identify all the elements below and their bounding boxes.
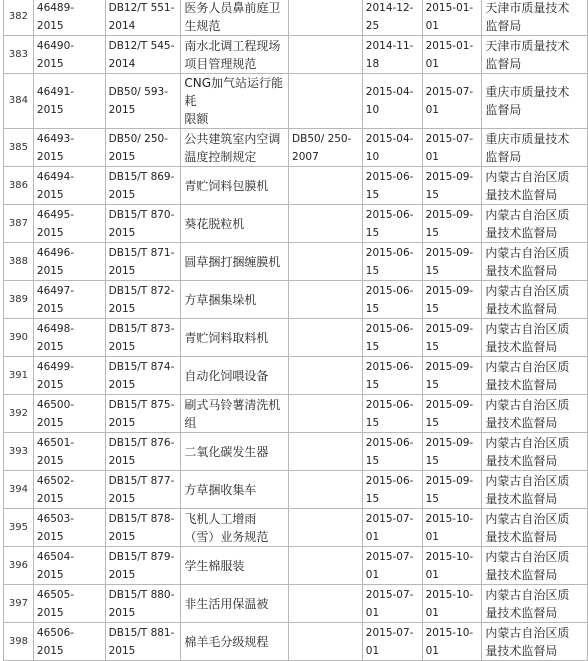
replaced-standard-cell (289, 36, 363, 74)
replaced-standard-cell (289, 585, 363, 623)
publish-date-cell: 2015-04- 10 (362, 74, 422, 129)
standard-name-cell: 飞机人工增雨 （雪）业务规范 (181, 509, 289, 547)
replaced-standard-cell (289, 547, 363, 585)
publish-date-cell: 2015-06- 15 (362, 357, 422, 395)
table-body (4, 0, 588, 661)
publish-date-cell: 2015-06- 15 (362, 433, 422, 471)
publish-date-cell: 2015-07- 01 (362, 509, 422, 547)
standard-number-cell: DB15/T 877- 2015 (105, 471, 181, 509)
standard-name-cell: 南水北调工程现场 项目管理规范 (181, 36, 289, 74)
standard-name-cell: 青贮饲料取料机 (181, 319, 289, 357)
standard-number-cell: DB15/T 873- 2015 (105, 319, 181, 357)
record-code-cell: 46506- 2015 (33, 623, 105, 661)
replaced-standard-cell (289, 281, 363, 319)
issuing-authority-cell: 内蒙古自治区质 量技术监督局 (482, 623, 588, 661)
publish-date-cell: 2015-06- 15 (362, 319, 422, 357)
standard-name-cell: 二氧化碳发生器 (181, 433, 289, 471)
row-number-cell: 398 (4, 623, 34, 661)
replaced-standard-cell (289, 167, 363, 205)
publish-date-cell: 2015-07- 01 (362, 623, 422, 661)
table-row (4, 205, 588, 243)
publish-date-cell: 2015-06- 15 (362, 243, 422, 281)
implement-date-cell: 2015-09- 15 (422, 395, 482, 433)
row-number-cell: 394 (4, 471, 34, 509)
replaced-standard-cell (289, 471, 363, 509)
standard-name-cell: 方草捆收集车 (181, 471, 289, 509)
standard-name-cell: 青贮饲料包膜机 (181, 167, 289, 205)
issuing-authority-cell: 天津市质量技术 监督局 (482, 0, 588, 36)
publish-date-cell: 2015-06- 15 (362, 281, 422, 319)
table-row (4, 471, 588, 509)
record-code-cell: 46500- 2015 (33, 395, 105, 433)
standard-name-cell: 非生活用保温被 (181, 585, 289, 623)
implement-date-cell: 2015-07- 01 (422, 129, 482, 167)
issuing-authority-cell: 内蒙古自治区质 量技术监督局 (482, 243, 588, 281)
replaced-standard-cell: DB50/ 250- 2007 (289, 129, 363, 167)
table-row (4, 547, 588, 585)
implement-date-cell: 2015-01- 01 (422, 36, 482, 74)
record-code-cell: 46504- 2015 (33, 547, 105, 585)
standard-name-cell: 圆草捆打捆缠膜机 (181, 243, 289, 281)
row-number-cell: 386 (4, 167, 34, 205)
issuing-authority-cell: 内蒙古自治区质 量技术监督局 (482, 547, 588, 585)
row-number-cell: 393 (4, 433, 34, 471)
implement-date-cell: 2015-09- 15 (422, 319, 482, 357)
record-code-cell: 46491- 2015 (33, 74, 105, 129)
row-number-cell: 390 (4, 319, 34, 357)
row-number-cell: 391 (4, 357, 34, 395)
row-number-cell: 397 (4, 585, 34, 623)
row-number-cell: 395 (4, 509, 34, 547)
standard-number-cell: DB50/ 250- 2015 (105, 129, 181, 167)
implement-date-cell: 2015-09- 15 (422, 357, 482, 395)
row-number-cell: 385 (4, 129, 34, 167)
issuing-authority-cell: 天津市质量技术 监督局 (482, 36, 588, 74)
issuing-authority-cell: 内蒙古自治区质 量技术监督局 (482, 357, 588, 395)
implement-date-cell: 2015-09- 15 (422, 433, 482, 471)
record-code-cell: 46497- 2015 (33, 281, 105, 319)
record-code-cell: 46499- 2015 (33, 357, 105, 395)
row-number-cell: 389 (4, 281, 34, 319)
table-row (4, 129, 588, 167)
issuing-authority-cell: 内蒙古自治区质 量技术监督局 (482, 509, 588, 547)
standard-name-cell: 医务人员鼻前庭卫 生规范 (181, 0, 289, 36)
replaced-standard-cell (289, 243, 363, 281)
row-number-cell: 387 (4, 205, 34, 243)
table-row (4, 585, 588, 623)
row-number-cell: 392 (4, 395, 34, 433)
implement-date-cell: 2015-09- 15 (422, 205, 482, 243)
replaced-standard-cell (289, 509, 363, 547)
standard-name-cell: 自动化饲喂设备 (181, 357, 289, 395)
publish-date-cell: 2015-06- 15 (362, 395, 422, 433)
record-code-cell: 46496- 2015 (33, 243, 105, 281)
publish-date-cell: 2015-07- 01 (362, 585, 422, 623)
standard-number-cell: DB15/T 869- 2015 (105, 167, 181, 205)
table-row (4, 319, 588, 357)
table-row (4, 36, 588, 74)
table-row (4, 395, 588, 433)
standard-name-cell: CNG加气站运行能耗 限额 (181, 74, 289, 129)
issuing-authority-cell: 内蒙古自治区质 量技术监督局 (482, 205, 588, 243)
standard-number-cell: DB15/T 879- 2015 (105, 547, 181, 585)
table-row (4, 281, 588, 319)
implement-date-cell: 2015-09- 15 (422, 471, 482, 509)
replaced-standard-cell (289, 319, 363, 357)
standard-number-cell: DB15/T 874- 2015 (105, 357, 181, 395)
record-code-cell: 46490- 2015 (33, 36, 105, 74)
publish-date-cell: 2015-06- 15 (362, 167, 422, 205)
implement-date-cell: 2015-07- 01 (422, 74, 482, 129)
standard-name-cell: 公共建筑室内空调 温度控制规定 (181, 129, 289, 167)
row-number-cell: 383 (4, 36, 34, 74)
standard-number-cell: DB15/T 876- 2015 (105, 433, 181, 471)
implement-date-cell: 2015-10- 01 (422, 585, 482, 623)
publish-date-cell: 2014-12- 25 (362, 0, 422, 36)
record-code-cell: 46503- 2015 (33, 509, 105, 547)
standard-number-cell: DB12/T 551- 2014 (105, 0, 181, 36)
row-number-cell: 388 (4, 243, 34, 281)
standard-name-cell: 棉羊毛分级规程 (181, 623, 289, 661)
standard-number-cell: DB15/T 878- 2015 (105, 509, 181, 547)
implement-date-cell: 2015-10- 01 (422, 623, 482, 661)
standard-name-cell: 方草捆集垛机 (181, 281, 289, 319)
issuing-authority-cell: 重庆市质量技术 监督局 (482, 129, 588, 167)
table-row (4, 243, 588, 281)
issuing-authority-cell: 内蒙古自治区质 量技术监督局 (482, 433, 588, 471)
replaced-standard-cell (289, 433, 363, 471)
publish-date-cell: 2015-04- 10 (362, 129, 422, 167)
record-code-cell: 46493- 2015 (33, 129, 105, 167)
record-code-cell: 46494- 2015 (33, 167, 105, 205)
issuing-authority-cell: 内蒙古自治区质 量技术监督局 (482, 319, 588, 357)
table-row (4, 433, 588, 471)
replaced-standard-cell (289, 205, 363, 243)
replaced-standard-cell (289, 74, 363, 129)
record-code-cell: 46501- 2015 (33, 433, 105, 471)
issuing-authority-cell: 内蒙古自治区质 量技术监督局 (482, 281, 588, 319)
standard-name-cell: 刷式马铃薯清洗机 组 (181, 395, 289, 433)
standards-table (3, 0, 588, 661)
standard-number-cell: DB15/T 870- 2015 (105, 205, 181, 243)
implement-date-cell: 2015-09- 15 (422, 167, 482, 205)
record-code-cell: 46502- 2015 (33, 471, 105, 509)
replaced-standard-cell (289, 0, 363, 36)
table-row (4, 167, 588, 205)
standard-number-cell: DB12/T 545- 2014 (105, 36, 181, 74)
replaced-standard-cell (289, 357, 363, 395)
issuing-authority-cell: 重庆市质量技术 监督局 (482, 74, 588, 129)
implement-date-cell: 2015-10- 01 (422, 509, 482, 547)
publish-date-cell: 2015-07- 01 (362, 547, 422, 585)
standard-name-cell: 学生棉服装 (181, 547, 289, 585)
table-row (4, 509, 588, 547)
record-code-cell: 46505- 2015 (33, 585, 105, 623)
table-row (4, 0, 588, 36)
standard-number-cell: DB15/T 880- 2015 (105, 585, 181, 623)
replaced-standard-cell (289, 623, 363, 661)
record-code-cell: 46498- 2015 (33, 319, 105, 357)
standard-number-cell: DB15/T 881- 2015 (105, 623, 181, 661)
record-code-cell: 46495- 2015 (33, 205, 105, 243)
issuing-authority-cell: 内蒙古自治区质 量技术监督局 (482, 395, 588, 433)
replaced-standard-cell (289, 395, 363, 433)
standard-number-cell: DB15/T 872- 2015 (105, 281, 181, 319)
table-row (4, 74, 588, 129)
table-row (4, 623, 588, 661)
implement-date-cell: 2015-09- 15 (422, 281, 482, 319)
record-code-cell: 46489- 2015 (33, 0, 105, 36)
issuing-authority-cell: 内蒙古自治区质 量技术监督局 (482, 585, 588, 623)
implement-date-cell: 2015-10- 01 (422, 547, 482, 585)
issuing-authority-cell: 内蒙古自治区质 量技术监督局 (482, 471, 588, 509)
publish-date-cell: 2015-06- 15 (362, 471, 422, 509)
standard-number-cell: DB15/T 871- 2015 (105, 243, 181, 281)
standard-number-cell: DB50/ 593- 2015 (105, 74, 181, 129)
publish-date-cell: 2014-11- 18 (362, 36, 422, 74)
table-row (4, 357, 588, 395)
row-number-cell: 384 (4, 74, 34, 129)
row-number-cell: 396 (4, 547, 34, 585)
issuing-authority-cell: 内蒙古自治区质 量技术监督局 (482, 167, 588, 205)
publish-date-cell: 2015-06- 15 (362, 205, 422, 243)
standard-name-cell: 葵花脱粒机 (181, 205, 289, 243)
standard-number-cell: DB15/T 875- 2015 (105, 395, 181, 433)
row-number-cell: 382 (4, 0, 34, 36)
implement-date-cell: 2015-01- 01 (422, 0, 482, 36)
implement-date-cell: 2015-09- 15 (422, 243, 482, 281)
